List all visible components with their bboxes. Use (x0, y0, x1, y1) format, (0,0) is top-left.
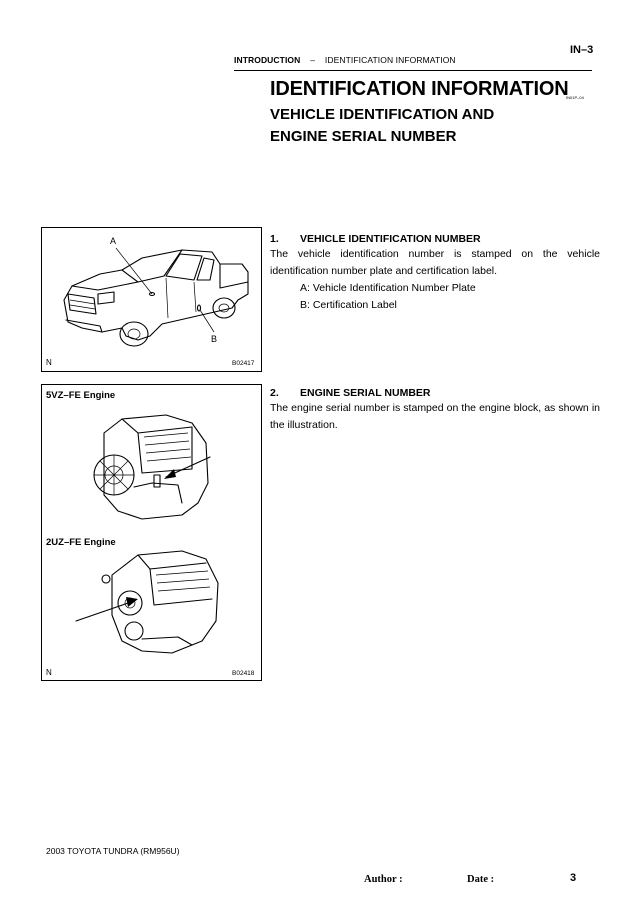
section-1-heading (270, 233, 481, 245)
section-1-body (270, 246, 600, 314)
section-1-number: 1. (270, 233, 279, 245)
section-1-text: The vehicle identification number is stamped on the vehicle identification number plate and certification label. (270, 248, 600, 277)
item-b: B: Certification Label (300, 299, 397, 311)
engine-2uz-illustration (42, 545, 261, 665)
engine-label-2uz: 2UZ–FE Engine (46, 537, 116, 548)
engine-label-5vz: 5VZ–FE Engine (46, 390, 116, 401)
date-label: Date : (467, 874, 495, 885)
footer-model: 2003 TOYOTA TUNDRA (RM956U) (46, 846, 180, 856)
author-label: Author : (364, 874, 403, 885)
north-marker: N (46, 358, 52, 367)
document-id: IN01P–04 (566, 95, 584, 100)
page-code: IN–3 (570, 44, 594, 56)
engine-5vz-illustration (42, 403, 261, 543)
header-subsection: IDENTIFICATION INFORMATION (324, 55, 456, 65)
header-separator: – (310, 55, 316, 65)
subtitle-line-1: VEHICLE IDENTIFICATION AND (270, 106, 495, 123)
figure-code: B02418 (232, 670, 255, 677)
header-rule (234, 70, 592, 71)
header-section: INTRODUCTION (234, 55, 301, 65)
section-2-title: ENGINE SERIAL NUMBER (300, 387, 431, 399)
engine-figure (41, 384, 262, 681)
item-a: A: Vehicle Identification Number Plate (300, 282, 476, 294)
label-b: B (211, 334, 218, 344)
section-2-body (270, 400, 600, 434)
north-marker: N (46, 668, 52, 677)
section-2-text: The engine serial number is stamped on the engine block, as shown in the illustration. (270, 402, 600, 431)
page-subtitle (270, 104, 570, 148)
page-number: 3 (570, 872, 577, 884)
running-header (234, 55, 456, 65)
section-1-title: VEHICLE IDENTIFICATION NUMBER (300, 233, 481, 245)
vehicle-figure (41, 227, 262, 372)
page-title: IDENTIFICATION INFORMATION (270, 78, 569, 100)
subtitle-line-2: ENGINE SERIAL NUMBER (270, 128, 457, 145)
truck-illustration (42, 228, 261, 371)
label-a: A (110, 236, 117, 246)
section-2-number: 2. (270, 387, 279, 399)
figure-code: B02417 (232, 360, 255, 367)
section-2-heading (270, 387, 431, 399)
